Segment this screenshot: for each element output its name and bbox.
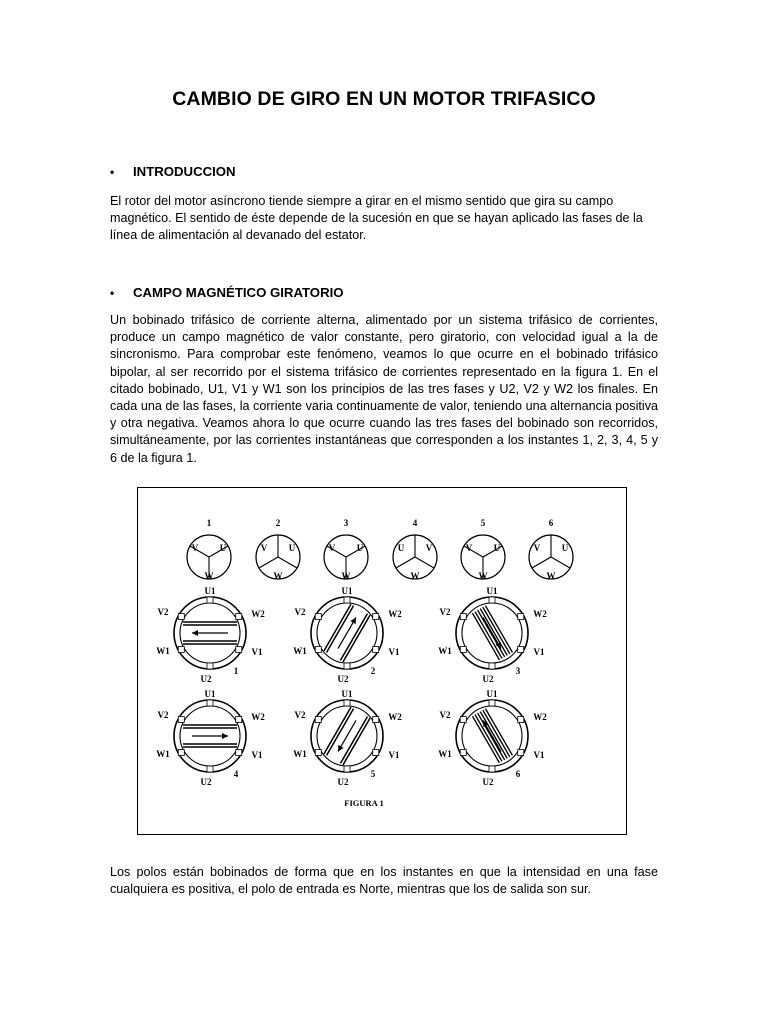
- heading-text: CAMPO MAGNÉTICO GIRATORIO: [133, 285, 344, 300]
- stator-slot: [344, 766, 350, 772]
- motor-3-label-u2: U2: [482, 674, 494, 684]
- stator-slot: [207, 700, 213, 706]
- motor-2-winding: [324, 604, 370, 662]
- stator-slot: [460, 717, 466, 723]
- motor-4-number: 4: [233, 769, 239, 779]
- figure-1: [137, 487, 627, 835]
- phasor-line: [259, 557, 278, 568]
- motor-5-winding: [324, 707, 370, 765]
- stator-slot: [344, 597, 350, 603]
- motor-1-label-u1: U1: [204, 586, 216, 596]
- stator-slot: [460, 647, 466, 653]
- heading-text: INTRODUCCION: [133, 164, 236, 179]
- motor-1-label-u2: U2: [200, 674, 212, 684]
- motor-5-label-w2: W2: [388, 712, 402, 722]
- motor-2-number: 2: [370, 666, 376, 676]
- motor-2-label-u1: U1: [341, 586, 353, 596]
- stator-slot: [236, 717, 242, 723]
- stator-slot: [460, 614, 466, 620]
- phasor-label: U: [561, 543, 569, 553]
- stator-slot: [207, 766, 213, 772]
- motor-2-label-w2: W2: [388, 609, 402, 619]
- motor-1-label-w2: W2: [251, 609, 265, 619]
- closing-paragraph: Los polos están bobinados de forma que en los instantes en que la intensidad en una fase cualquiera es positiva, el polo de entrada es Norte, mientras que los de salida son sur.: [110, 865, 658, 897]
- field-arrowhead: [335, 745, 343, 753]
- winding-conductor: [480, 712, 507, 759]
- bullet: •: [110, 165, 115, 179]
- motor-4-label-v2: V2: [157, 710, 169, 720]
- motor-6-label-u1: U1: [486, 689, 498, 699]
- motor-4-label-w1: W1: [156, 749, 170, 759]
- winding-conductor: [483, 607, 510, 654]
- phasor-label: V: [465, 543, 473, 553]
- stator-slot: [236, 750, 242, 756]
- winding-conductor: [478, 713, 505, 760]
- stator-slot: [178, 647, 184, 653]
- motor-2-label-v1: V1: [388, 647, 400, 657]
- motor-3-label-v2: V2: [439, 607, 451, 617]
- motor-4-winding: [183, 725, 237, 747]
- motor-5-label-u2: U2: [337, 777, 349, 787]
- stator-slot: [518, 717, 524, 723]
- stator-slot: [373, 750, 379, 756]
- phasor-label: U: [493, 543, 501, 553]
- motor-2-label-u2: U2: [337, 674, 349, 684]
- winding-conductor: [475, 612, 502, 659]
- motor-1-label-v1: V1: [251, 647, 263, 657]
- phasor-line: [551, 557, 570, 568]
- phasor-label: U: [397, 543, 405, 553]
- intro-paragraph: El rotor del motor asíncrono tiende siempre a girar en el mismo sentido que gira su campo magnético. El sentido de éste depende de la sucesión en que se hayan aplicado las fases de la línea de alimentación al devanado del estator.: [110, 194, 643, 243]
- motor-1-label-v2: V2: [157, 607, 169, 617]
- motor-3-number: 3: [515, 666, 521, 676]
- instant-number-4: 4: [412, 518, 418, 528]
- motor-4-label-w2: W2: [251, 712, 265, 722]
- phasor-label: U: [219, 543, 227, 553]
- stator-slot: [315, 647, 321, 653]
- stator-slot: [207, 597, 213, 603]
- instant-number-6: 6: [548, 518, 554, 528]
- motor-3-label-u1: U1: [486, 586, 498, 596]
- motor-4-label-v1: V1: [251, 750, 263, 760]
- winding-conductor: [483, 710, 510, 757]
- motor-6-label-v2: V2: [439, 710, 451, 720]
- stator-slot: [489, 597, 495, 603]
- motor-6-label-w2: W2: [533, 712, 547, 722]
- motor-3-label-v1: V1: [533, 647, 545, 657]
- phasor-label: W: [204, 571, 214, 581]
- motor-3-label-w2: W2: [533, 609, 547, 619]
- stator-slot: [344, 663, 350, 669]
- motor-6-winding: [472, 709, 512, 763]
- phasor-label: W: [478, 571, 488, 581]
- motor-2-label-w1: W1: [293, 646, 307, 656]
- winding-conductor: [324, 707, 351, 754]
- stator-slot: [178, 750, 184, 756]
- stator-slot: [373, 647, 379, 653]
- instant-number-3: 3: [343, 518, 349, 528]
- section-heading-introduccion: [110, 164, 236, 179]
- stator-slot: [315, 717, 321, 723]
- motor-6-label-u2: U2: [482, 777, 494, 787]
- stator-slot: [178, 614, 184, 620]
- motor-6-number: 6: [515, 769, 521, 779]
- winding-conductor: [343, 615, 370, 662]
- stator-slot: [315, 750, 321, 756]
- stator-slot: [178, 717, 184, 723]
- motor-1-number: 1: [233, 666, 239, 676]
- stator-slot: [315, 614, 321, 620]
- stator-slot: [518, 614, 524, 620]
- document-title: CAMBIO DE GIRO EN UN MOTOR TRIFASICO: [172, 88, 596, 110]
- field-arrowhead: [192, 630, 198, 636]
- motor-2-label-v2: V2: [294, 607, 306, 617]
- phasor-label: U: [288, 543, 296, 553]
- winding-conductor: [478, 610, 505, 657]
- phasor-label: W: [341, 571, 351, 581]
- stator-slot: [344, 700, 350, 706]
- field-arrowhead: [350, 616, 358, 624]
- phasor-label: V: [260, 543, 268, 553]
- stator-slot: [518, 647, 524, 653]
- stator-slot: [489, 700, 495, 706]
- stator-slot: [207, 663, 213, 669]
- motor-1-label-w1: W1: [156, 646, 170, 656]
- motor-6-label-w1: W1: [438, 749, 452, 759]
- figure-caption: FIGURA 1: [344, 798, 384, 808]
- phasor-line: [532, 557, 551, 568]
- instant-number-2: 2: [275, 518, 281, 528]
- phasor-line: [278, 557, 297, 568]
- bullet: •: [110, 286, 115, 300]
- phasor-label: V: [191, 543, 199, 553]
- motor-4-label-u2: U2: [200, 777, 212, 787]
- phasor-label: W: [410, 571, 420, 581]
- stator-slot: [518, 750, 524, 756]
- motor-5-number: 5: [370, 769, 376, 779]
- motor-3-winding: [472, 606, 512, 660]
- phasor-label: U: [356, 543, 364, 553]
- stator-slot: [373, 614, 379, 620]
- motor-3-label-w1: W1: [438, 646, 452, 656]
- winding-conductor: [480, 609, 507, 656]
- winding-conductor: [343, 718, 370, 765]
- stator-slot: [236, 614, 242, 620]
- field-arrowhead: [222, 733, 228, 739]
- motor-5-label-v1: V1: [388, 750, 400, 760]
- instant-number-5: 5: [480, 518, 486, 528]
- stator-slot: [489, 663, 495, 669]
- winding-conductor: [472, 613, 499, 660]
- motor-6-label-v1: V1: [533, 750, 545, 760]
- phasor-line: [415, 557, 434, 568]
- stator-slot: [373, 717, 379, 723]
- phasor-label: W: [546, 571, 556, 581]
- motor-5-label-w1: W1: [293, 749, 307, 759]
- stator-slot: [460, 750, 466, 756]
- phasor-line: [396, 557, 415, 568]
- motor-1-winding: [183, 622, 237, 644]
- phasor-label: W: [273, 571, 283, 581]
- motor-4-label-u1: U1: [204, 689, 216, 699]
- stator-slot: [489, 766, 495, 772]
- motor-5-label-v2: V2: [294, 710, 306, 720]
- campo-paragraph: Un bobinado trifásico de corriente alterna, alimentado por un sistema trifásico de corrientes, produce un campo magnético de valor constante, pero giratorio, con velocidad igual a la de sincronismo. Para comprobar este fenómeno, veamos lo que ocurre en el bobinado trifásico bipolar, al ser recorrido por el sistema trifásico de corrientes representado en la figura 1. En el citado bobinado, U1, V1 y W1 son los principios de las tres fases y U2, V2 y W2 los finales. En cada una de las fases, la corriente varia continuamente de valor, teniendo una alternancia positiva y otra negativa. Veamos ahora lo que ocurre cuando las tres fases del bobinado son recorridos, simultáneamente, por las corrientes instantáneas que corresponden a los instantes 1, 2, 3, 4, 5 y 6 de la figura 1.: [110, 313, 658, 465]
- instant-number-1: 1: [206, 518, 212, 528]
- phasor-label: V: [328, 543, 336, 553]
- phasor-label: V: [533, 543, 541, 553]
- winding-conductor: [324, 604, 351, 651]
- figure-diagram: [138, 488, 628, 836]
- winding-conductor: [475, 715, 502, 762]
- motor-5-label-u1: U1: [341, 689, 353, 699]
- stator-slot: [236, 647, 242, 653]
- section-heading-campo-magnetico: [110, 285, 344, 300]
- phasor-label: V: [425, 543, 433, 553]
